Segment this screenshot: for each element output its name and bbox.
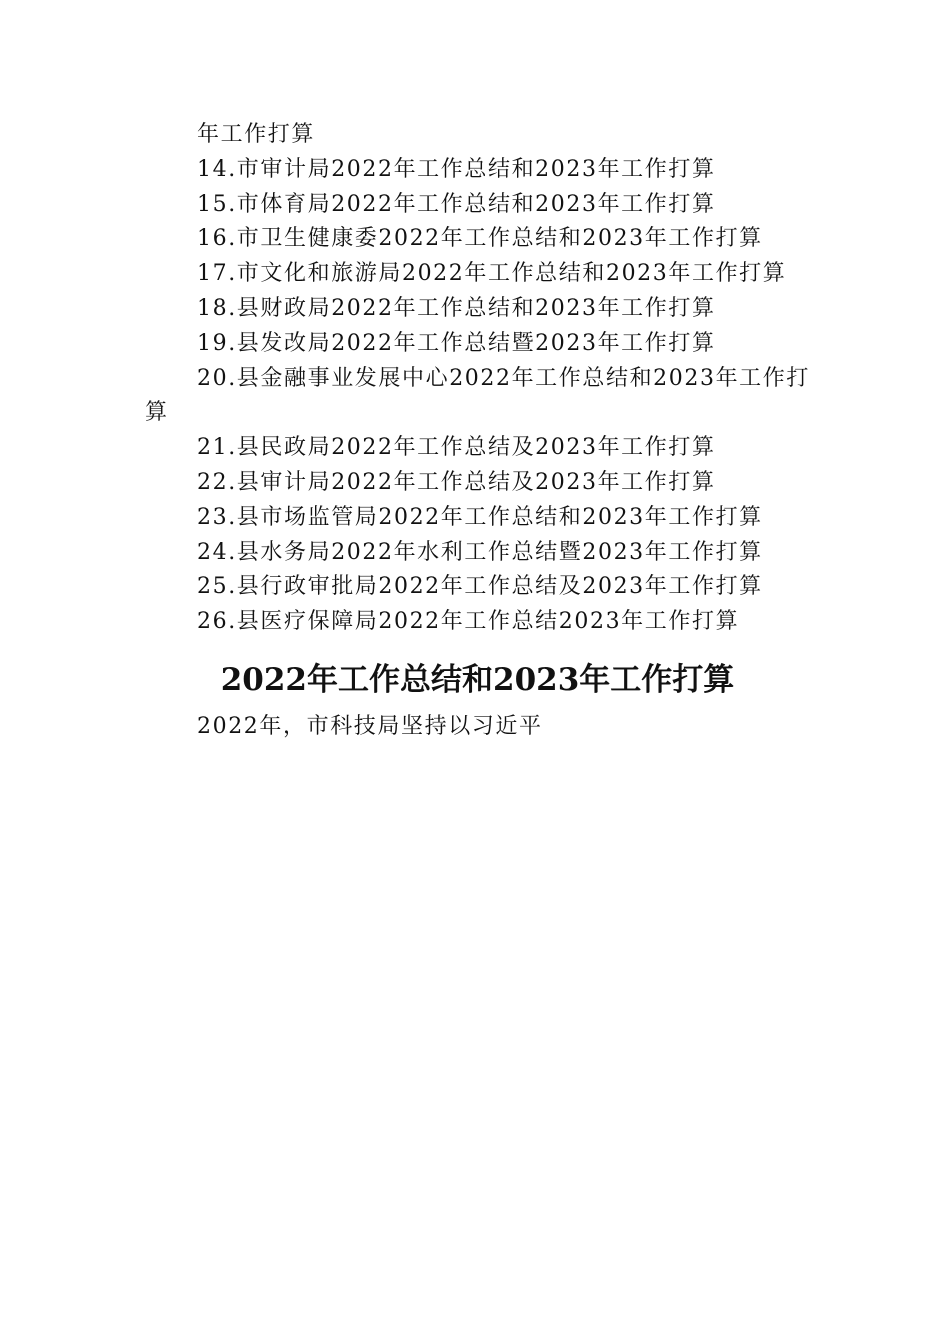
toc-item-26: 26.县医疗保障局2022年工作总结2023年工作打算	[197, 609, 740, 635]
toc-item-14: 14.市审计局2022年工作总结和2023年工作打算	[197, 156, 716, 182]
document-body	[145, 118, 810, 745]
toc-item-21: 21.县民政局2022年工作总结及2023年工作打算	[197, 435, 716, 461]
toc-item-17: 17.市文化和旅游局2022年工作总结和2023年工作打算	[197, 261, 787, 287]
toc-list	[145, 153, 810, 640]
toc-item-25: 25.县行政审批局2022年工作总结及2023年工作打算	[197, 574, 763, 600]
toc-continuation: 年工作打算	[197, 122, 316, 147]
toc-item-15: 15.市体育局2022年工作总结和2023年工作打算	[197, 191, 716, 217]
section-intro: 2022年，市科技局坚持以习近平	[197, 713, 543, 739]
section-title: 2022年工作总结和2023年工作打算	[220, 661, 735, 698]
toc-item-16: 16.市卫生健康委2022年工作总结和2023年工作打算	[197, 226, 763, 252]
toc-item-20: 20.县金融事业发展中心2022年工作总结和2023年工作打算	[145, 365, 810, 426]
toc-item-18: 18.县财政局2022年工作总结和2023年工作打算	[197, 295, 716, 321]
toc-item-19: 19.县发改局2022年工作总结暨2023年工作打算	[197, 330, 716, 356]
toc-item-24: 24.县水务局2022年水利工作总结暨2023年工作打算	[197, 539, 763, 565]
toc-item-22: 22.县审计局2022年工作总结及2023年工作打算	[197, 469, 716, 495]
toc-item-23: 23.县市场监管局2022年工作总结和2023年工作打算	[197, 504, 763, 530]
